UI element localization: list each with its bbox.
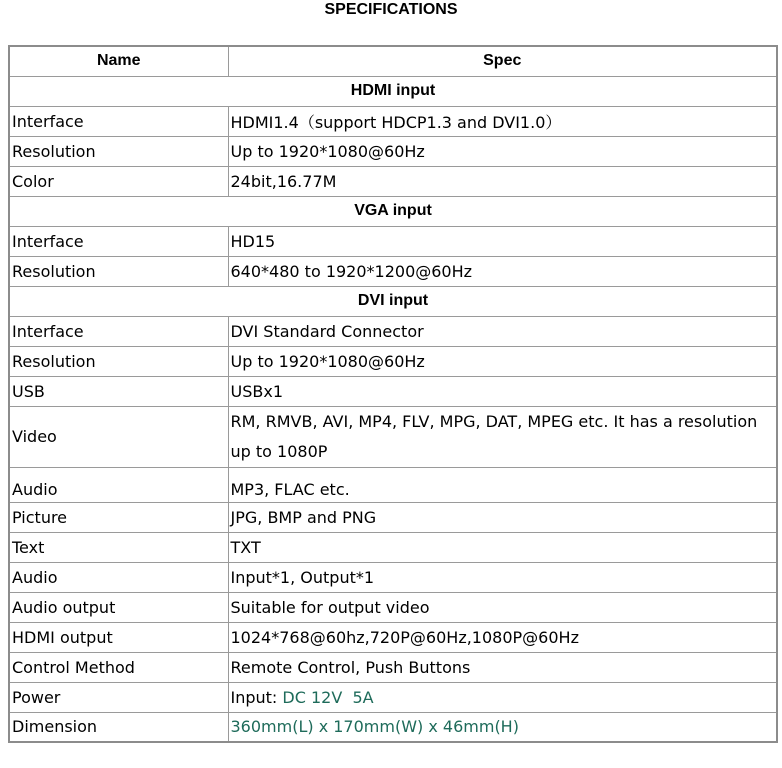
row-name: Audio output <box>9 592 228 622</box>
row-name: Picture <box>9 502 228 532</box>
table-row <box>9 316 777 346</box>
table-row <box>9 682 777 712</box>
section-row <box>9 76 777 106</box>
table-row <box>9 532 777 562</box>
column-header-spec: Spec <box>228 46 777 76</box>
row-name: Text <box>9 532 228 562</box>
table-row <box>9 622 777 652</box>
row-value: Up to 1920*1080@60Hz <box>228 136 777 166</box>
row-value: 24bit,16.77M <box>228 166 777 196</box>
row-name: Color <box>9 166 228 196</box>
row-value: Input*1, Output*1 <box>228 562 777 592</box>
row-name: Resolution <box>9 136 228 166</box>
row-name: Audio <box>9 467 228 502</box>
row-value: DVI Standard Connector <box>228 316 777 346</box>
table-row <box>9 256 777 286</box>
table-row <box>9 592 777 622</box>
table-row <box>9 467 777 502</box>
section-hdmi-input: HDMI input <box>9 76 777 106</box>
row-name: Power <box>9 682 228 712</box>
row-value: 1024*768@60hz,720P@60Hz,1080P@60Hz <box>228 622 777 652</box>
table-row <box>9 376 777 406</box>
row-value: HDMI1.4（support HDCP1.3 and DVI1.0） <box>228 106 777 136</box>
spec-table <box>8 45 778 743</box>
row-name: Audio <box>9 562 228 592</box>
section-row <box>9 286 777 316</box>
row-name: Interface <box>9 316 228 346</box>
row-value: Remote Control, Push Buttons <box>228 652 777 682</box>
page-title: SPECIFICATIONS <box>324 1 458 18</box>
row-value: 640*480 to 1920*1200@60Hz <box>228 256 777 286</box>
row-name: Dimension <box>9 712 228 742</box>
row-name: USB <box>9 376 228 406</box>
row-value-power <box>228 682 777 712</box>
row-name: Video <box>9 406 228 467</box>
section-dvi-input: DVI input <box>9 286 777 316</box>
row-name: Resolution <box>9 256 228 286</box>
table-row <box>9 226 777 256</box>
row-value: Suitable for output video <box>228 592 777 622</box>
section-row <box>9 196 777 226</box>
table-row <box>9 406 777 467</box>
row-value: MP3, FLAC etc. <box>228 467 777 502</box>
row-value: RM, RMVB, AVI, MP4, FLV, MPG, DAT, MPEG etc. It has a resolution up to 1080P <box>228 406 777 467</box>
row-value: USBx1 <box>228 376 777 406</box>
table-row <box>9 166 777 196</box>
row-value: JPG, BMP and PNG <box>228 502 777 532</box>
row-name: Interface <box>9 106 228 136</box>
row-value: Up to 1920*1080@60Hz <box>228 346 777 376</box>
column-header-name: Name <box>9 46 228 76</box>
row-name: Interface <box>9 226 228 256</box>
table-row <box>9 346 777 376</box>
row-value: HD15 <box>228 226 777 256</box>
table-row <box>9 502 777 532</box>
row-name: HDMI output <box>9 622 228 652</box>
row-name: Control Method <box>9 652 228 682</box>
power-label: Input: <box>230 687 278 707</box>
table-row <box>9 136 777 166</box>
table-header-row <box>9 46 777 76</box>
row-value: 360mm(L) x 170mm(W) x 46mm(H) <box>228 712 777 742</box>
row-value: TXT <box>228 532 777 562</box>
row-name: Resolution <box>9 346 228 376</box>
table-row <box>9 106 777 136</box>
table-row <box>9 712 777 742</box>
table-row <box>9 562 777 592</box>
power-value: DC 12V 5A <box>282 687 374 707</box>
table-row <box>9 652 777 682</box>
section-vga-input: VGA input <box>9 196 777 226</box>
